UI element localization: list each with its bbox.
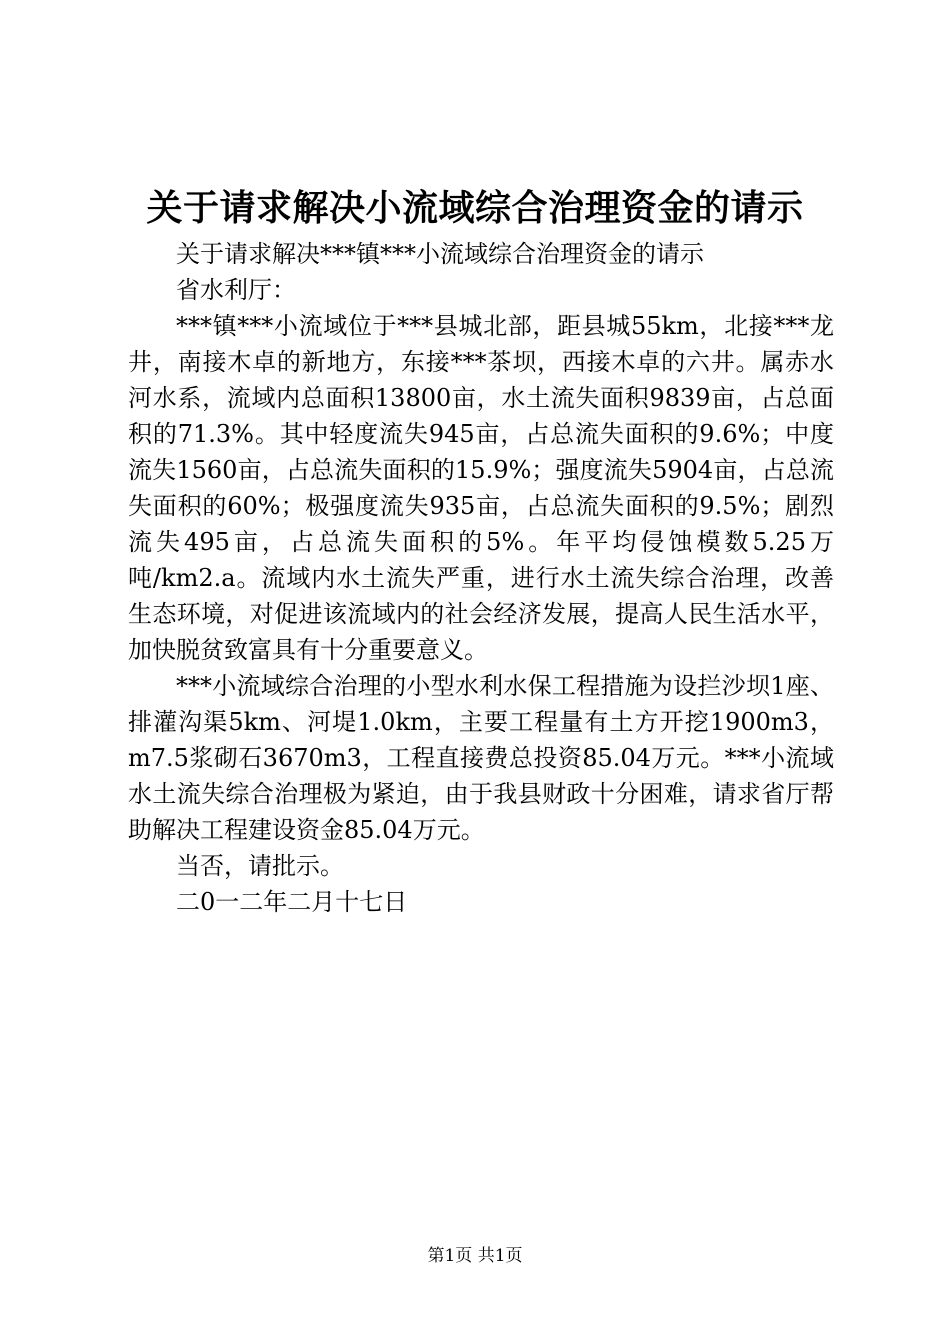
body-paragraph: ***镇***小流域位于***县城北部，距县城55km，北接***龙井，南接木卓的新地方，东接***茶坝，西接木卓的六井。属赤水河水系，流域内总面积13800亩，水土流失面积9839亩，占总面积的71.3%。其中轻度流失945亩，占总流失面积的9.6%；中度流失1560亩，占总流失面积的15.9%；强度流失5904亩，占总流失面积的60%；极强度流失935亩，占总流失面积的9.5%；剧烈流失495亩，占总流失面积的5%。年平均侵蚀模数5.25万吨/km2.a。流域内水土流失严重，进行水土流失综合治理，改善生态环境，对促进该流域内的社会经济发展，提高人民生活水平，加快脱贫致富具有十分重要意义。 — [128, 312, 834, 664]
document-date: 二0一二年二月十七日 — [176, 888, 408, 916]
document-title: 关于请求解决小流域综合治理资金的请示 — [146, 187, 804, 229]
document-body — [128, 236, 834, 920]
document-subtitle: 关于请求解决***镇***小流域综合治理资金的请示 — [176, 240, 704, 268]
body-paragraph: ***小流域综合治理的小型水利水保工程措施为设拦沙坝1座、排灌沟渠5km、河堤1.0km，主要工程量有土方开挖1900m3，m7.5浆砌石3670m3，工程直接费总投资85.04万元。***小流域水土流失综合治理极为紧迫，由于我县财政十分困难，请求省厅帮助解决工程建设资金85.04万元。 — [128, 672, 834, 844]
closing-line: 当否，请批示。 — [176, 852, 344, 880]
addressee: 省水利厅： — [176, 276, 296, 304]
page-footer: 第1页 共1页 — [427, 1246, 523, 1266]
